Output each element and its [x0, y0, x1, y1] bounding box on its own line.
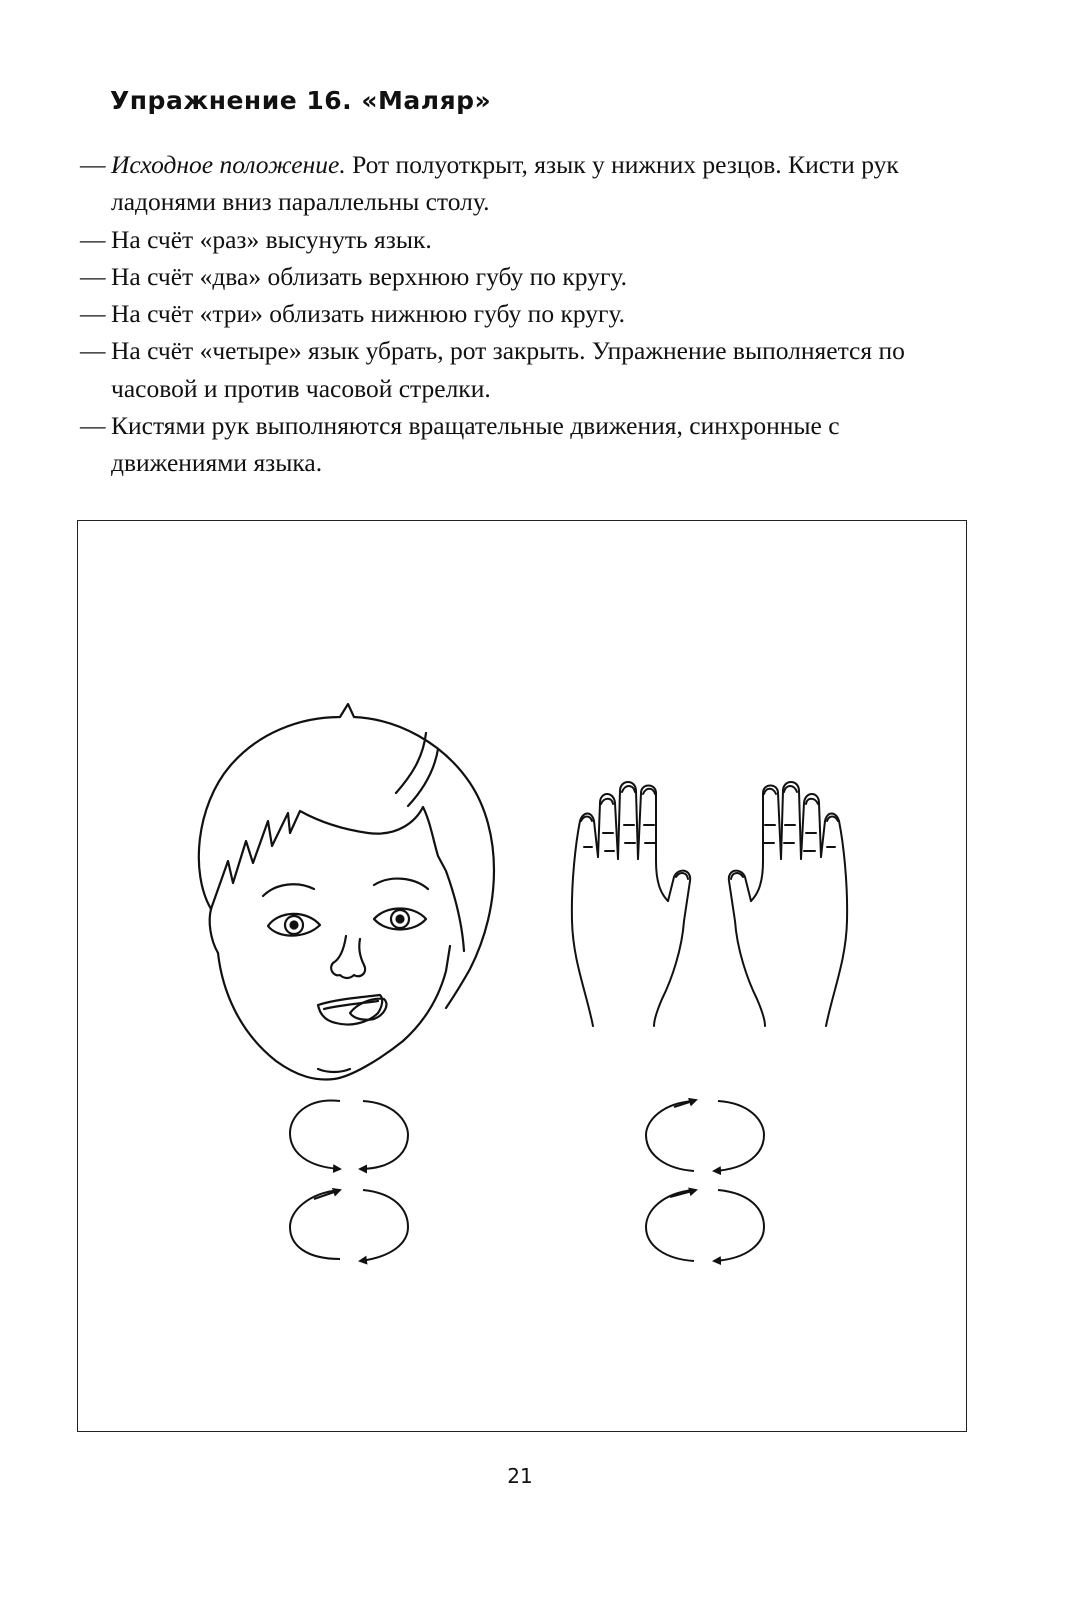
- instruction-item-2: [80, 221, 980, 258]
- instruction-text: Кистями рук выполняются вращательные движения, синхронные с движениями языка.: [111, 411, 840, 478]
- dash-marker: —: [80, 411, 106, 441]
- initial-position-label: Исходное положение.: [111, 150, 346, 179]
- rotation-arrows-hands-clockwise-icon: [646, 1100, 764, 1171]
- dash-marker: —: [80, 224, 106, 254]
- instruction-item-3: [80, 258, 980, 295]
- instruction-text: Рот полуоткрыт, язык у нижних резцов. Кисти рук ладонями вниз параллельны столу.: [111, 150, 899, 217]
- page-number: 21: [507, 1464, 533, 1488]
- instructions-list: [80, 146, 980, 482]
- child-face-icon: [199, 704, 494, 1079]
- dash-marker: —: [80, 261, 106, 291]
- instruction-item-1: [80, 146, 980, 221]
- instruction-item-5: [80, 332, 980, 407]
- instruction-text: На счёт «три» облизать нижнюю губу по кругу.: [111, 299, 626, 329]
- hands-icon: [572, 782, 847, 1026]
- illustration-frame: [77, 520, 967, 1432]
- instruction-item-6: [80, 407, 980, 482]
- illustration: [78, 521, 966, 1431]
- dash-marker: —: [80, 150, 106, 179]
- instruction-text: На счёт «четыре» язык убрать, рот закрыть. Упражнение выполняется по часовой и против часовой стрелки.: [111, 336, 905, 403]
- dash-marker: —: [80, 336, 106, 366]
- exercise-title: Упражнение 16. «Маляр»: [110, 86, 492, 115]
- rotation-arrows-tongue-counterclockwise-icon: [290, 1190, 408, 1261]
- rotation-arrows-tongue-clockwise-icon: [290, 1100, 408, 1169]
- dash-marker: —: [80, 299, 106, 329]
- rotation-arrows-hands-counterclockwise-icon: [646, 1190, 764, 1261]
- instruction-text: На счёт «раз» высунуть язык.: [111, 224, 432, 254]
- instruction-text: На счёт «два» облизать верхнюю губу по кругу.: [111, 261, 627, 291]
- instruction-item-4: [80, 295, 980, 332]
